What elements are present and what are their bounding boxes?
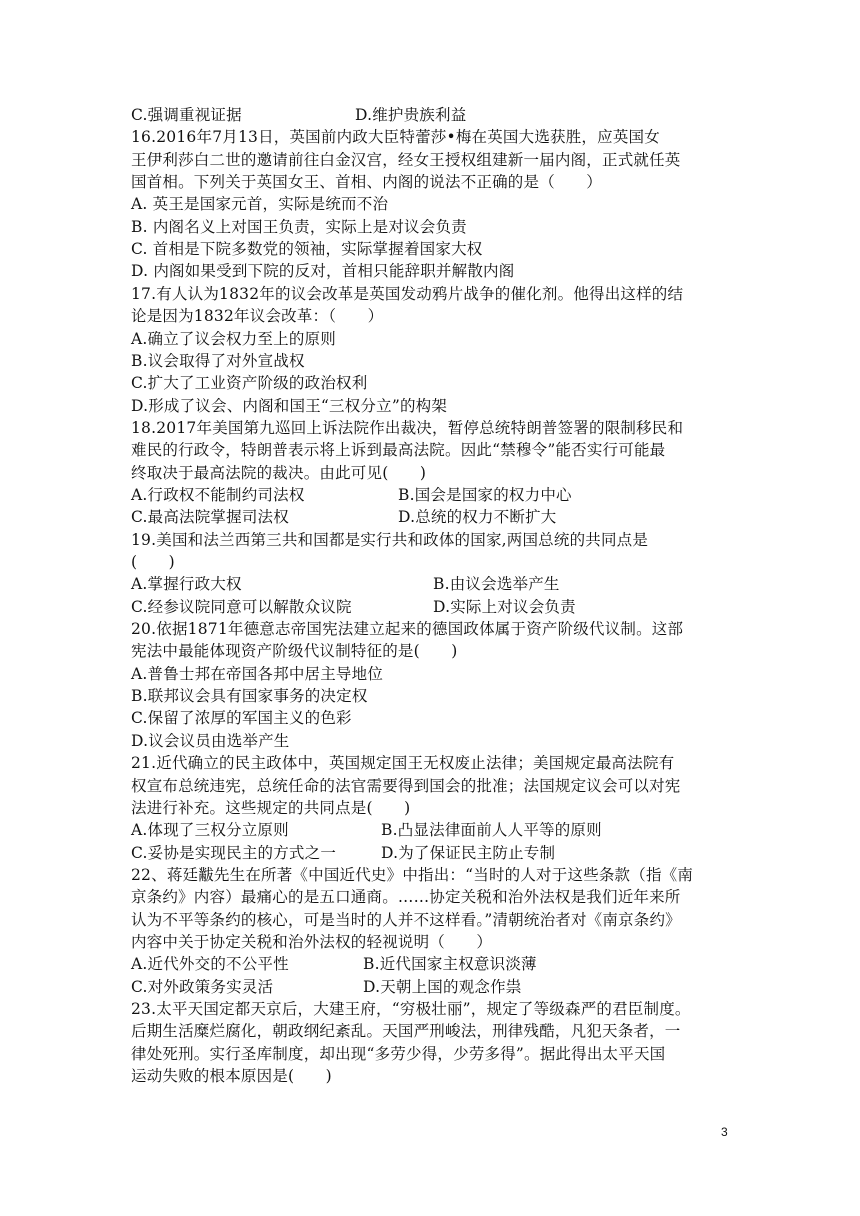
text-line [131,216,467,238]
text-line [131,417,683,439]
line-text: A.行政权不能制约司法权 [131,485,305,504]
line-text: 内容中关于协定关税和治外法权的轻视说明（ ） [131,932,493,951]
line-text: C.最高法院掌握司法权 [131,508,289,527]
option-right-column: D.总统的权力不断扩大 [398,508,557,527]
text-line [131,909,681,931]
text-line [131,640,458,662]
text-line [131,193,388,215]
text-line [131,529,648,551]
text-line [131,663,383,685]
line-text: C.经参议院同意可以解散众议院 [131,597,352,616]
text-line [131,819,289,841]
line-text: A.体现了三权分立原则 [131,821,289,840]
line-text: B.议会取得了对外宣战权 [131,351,305,370]
option-right-column: B.凸显法律面前人人平等的原则 [381,821,602,840]
text-line [131,439,665,461]
text-line [131,998,691,1020]
text-line [131,104,242,126]
text-line [131,372,367,394]
option-right-column: B.由议会选举产生 [433,575,560,594]
text-line [131,1065,332,1087]
text-line [131,350,305,372]
text-line [131,797,410,819]
text-line [131,126,660,148]
option-right-column: D.实际上对议会负责 [433,597,576,616]
line-text: 权宣布总统违宪，总统任命的法官需要得到国会的批准；法国规定议会可以对宪 [131,776,681,795]
text-line [131,931,492,953]
line-text: A.近代外交的不公平性 [131,955,289,974]
line-text: B. 内阁名义上对国王负责，实际上是对议会负责 [131,217,467,236]
text-line [131,596,352,618]
line-text: 终取决于最高法院的裁决。由此可见( ) [131,463,427,482]
line-text: 论是因为1832年议会改革：（ ） [131,307,384,326]
line-text: ( ) [131,553,175,571]
line-text: 难民的行政令，特朗普表示将上诉到最高法院。因此“禁穆令”能否实行可能最 [131,441,666,460]
text-line [131,685,368,707]
line-text: 宪法中最能体现资产阶级代议制特征的是( ) [131,642,458,661]
text-line [131,328,336,350]
line-text: 律处死刑。实行圣库制度，却出现“多劳少得，少劳多得”。据此得出太平天国 [131,1044,666,1063]
text-line [131,730,290,752]
text-line [131,618,683,640]
text-line [131,149,681,171]
text-line [131,305,383,327]
text-line [131,976,273,998]
text-line [131,573,242,595]
line-text: 23.太平天国定都天京后，大建王府，“穷极壮丽”，规定了等级森严的君臣制度。 [131,1000,691,1018]
line-text: 22、蒋廷黻先生在所著《中国近代史》中指出：“当时的人对于这些条款（指《南 [131,865,694,884]
option-right-column: D.维护贵族利益 [355,106,467,124]
text-line [131,1043,665,1065]
option-right-column: D.天朝上国的观念作祟 [363,977,522,996]
line-text: 运动失败的根本原因是( ) [131,1067,332,1086]
line-text: 法进行补充。这些规定的共同点是( ) [131,798,411,817]
line-text: 京条约》内容）最痛心的是五口通商。……协定关税和治外法权是我们近年来所 [131,888,681,907]
text-line [131,484,305,506]
page-number: 3 [721,1125,728,1139]
text-line [131,260,514,282]
line-text: 后期生活糜烂腐化，朝政纲纪紊乱。天国严刑峻法，刑律残酷，凡犯天条者，一 [131,1022,681,1041]
line-text: 19.美国和法兰西第三共和国都是实行共和政体的国家,两国总统的共同点是 [131,530,649,549]
text-line [131,462,426,484]
text-line [131,775,681,797]
text-line [131,752,674,774]
line-text: A.确立了议会权力至上的原则 [131,329,336,348]
line-text: C.保留了浓厚的军国主义的色彩 [131,709,352,728]
line-text: B.联邦议会具有国家事务的决定权 [131,687,368,706]
line-text: C.对外政策务实灵活 [131,977,274,996]
line-text: A.掌握行政大权 [131,575,242,594]
line-text: C.强调重视证据 [131,106,242,124]
line-text: D.议会议员由选举产生 [131,731,290,750]
text-line [131,953,289,975]
text-line [131,707,352,729]
line-text: 王伊利莎白二世的邀请前往白金汉宫，经女王授权组建新一届内阁，正式就任英 [131,150,681,169]
text-line [131,551,175,573]
line-text: 认为不平等条约的核心，可是当时的人并不这样看。”清朝统治者对《南京条约》 [131,910,681,929]
line-text: A.普鲁士邦在帝国各邦中居主导地位 [131,664,384,683]
option-right-column: B.国会是国家的权力中心 [398,485,572,504]
line-text: D.形成了议会、内阁和国王“三权分立”的构架 [131,396,448,415]
line-text: 国首相。下列关于英国女王、首相、内阁的说法不正确的是（ ） [131,173,603,192]
line-text: 16.2016年7月13日，英国前内政大臣特蕾莎•梅在英国大选获胜，应英国女 [131,128,660,147]
text-line [131,842,336,864]
line-text: 17.有人认为1832年的议会改革是英国发动鸦片战争的催化剂。他得出这样的结 [131,284,684,303]
line-text: 21.近代确立的民主政体中，英国规定国王无权废止法律；美国规定最高法院有 [131,754,675,773]
text-line [131,238,482,260]
line-text: C.扩大了工业资产阶级的政治权利 [131,374,368,393]
text-line [131,171,602,193]
option-right-column: D.为了保证民主防止专制 [381,843,556,862]
line-text: 20.依据1871年德意志帝国宪法建立起来的德国政体属于资产阶级代议制。这部 [131,620,684,639]
line-text: 18.2017年美国第九巡回上诉法院作出裁决，暂停总统特朗普签署的限制移民和 [131,418,684,437]
line-text: D. 内阁如果受到下院的反对，首相只能辞职并解散内阁 [131,262,515,281]
text-line [131,395,447,417]
line-text: C. 首相是下院多数党的领袖，实际掌握着国家大权 [131,240,483,259]
option-right-column: B.近代国家主权意识淡薄 [363,955,537,974]
text-line [131,864,693,886]
line-text: A. 英王是国家元首，实际是统而不治 [131,195,389,214]
text-line [131,506,289,528]
text-line [131,886,681,908]
text-line [131,1020,681,1042]
text-line [131,283,683,305]
line-text: C.妥协是实现民主的方式之一 [131,843,337,862]
